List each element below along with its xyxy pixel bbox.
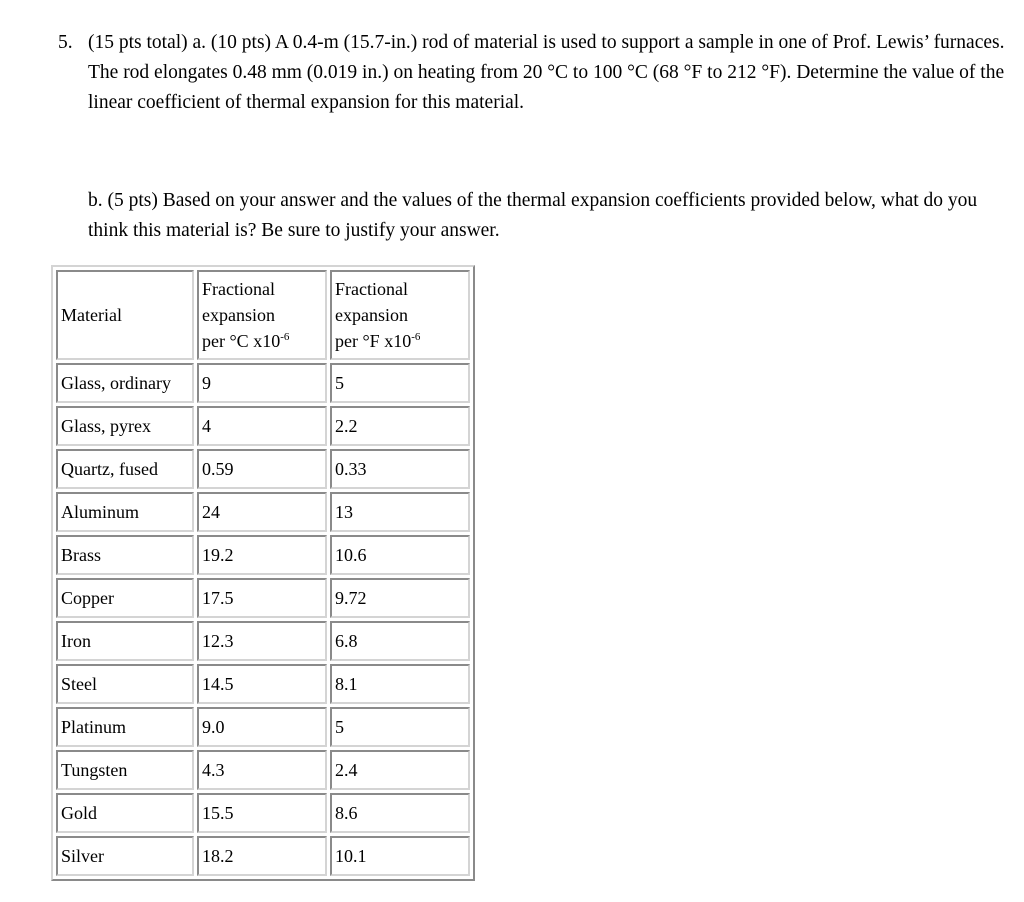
cell-material: Gold [56, 793, 194, 833]
cell-material: Aluminum [56, 492, 194, 532]
cell-material: Steel [56, 664, 194, 704]
header-per-fahrenheit-line3: per °F x10 [335, 331, 412, 351]
header-per-fahrenheit-line1: Fractional [335, 279, 408, 299]
cell-per-fahrenheit: 0.33 [330, 449, 470, 489]
table-row [56, 750, 470, 790]
table-row [56, 793, 470, 833]
header-per-celsius-line2: expansion [202, 305, 275, 325]
cell-per-fahrenheit: 5 [330, 707, 470, 747]
cell-per-celsius: 0.59 [197, 449, 327, 489]
cell-per-fahrenheit: 8.1 [330, 664, 470, 704]
cell-per-celsius: 18.2 [197, 836, 327, 876]
table-row [56, 363, 470, 403]
header-per-celsius [197, 270, 327, 360]
table-row [56, 535, 470, 575]
table-row [56, 664, 470, 704]
header-per-celsius-exponent: -6 [280, 331, 290, 343]
cell-per-celsius: 12.3 [197, 621, 327, 661]
header-material-label: Material [61, 305, 122, 325]
cell-per-fahrenheit: 9.72 [330, 578, 470, 618]
cell-per-celsius: 14.5 [197, 664, 327, 704]
cell-material: Glass, ordinary [56, 363, 194, 403]
table-row [56, 621, 470, 661]
cell-per-celsius: 4.3 [197, 750, 327, 790]
cell-per-celsius: 15.5 [197, 793, 327, 833]
cell-material: Brass [56, 535, 194, 575]
cell-per-celsius: 17.5 [197, 578, 327, 618]
cell-per-fahrenheit: 10.1 [330, 836, 470, 876]
cell-per-fahrenheit: 8.6 [330, 793, 470, 833]
cell-material: Silver [56, 836, 194, 876]
cell-per-celsius: 24 [197, 492, 327, 532]
cell-per-celsius: 9.0 [197, 707, 327, 747]
header-per-fahrenheit [330, 270, 470, 360]
header-per-celsius-line1: Fractional [202, 279, 275, 299]
table-row [56, 449, 470, 489]
cell-per-fahrenheit: 5 [330, 363, 470, 403]
cell-material: Tungsten [56, 750, 194, 790]
cell-material: Quartz, fused [56, 449, 194, 489]
table-row [56, 578, 470, 618]
cell-material: Iron [56, 621, 194, 661]
cell-per-fahrenheit: 2.2 [330, 406, 470, 446]
cell-material: Copper [56, 578, 194, 618]
cell-per-fahrenheit: 10.6 [330, 535, 470, 575]
header-per-fahrenheit-exponent: -6 [411, 331, 421, 343]
cell-material: Glass, pyrex [56, 406, 194, 446]
problem-part-b-text: b. (5 pts) Based on your answer and the values of the thermal expansion coefficients provided below, what do you think this material is? Be sure to justify your answer. [88, 190, 978, 241]
table-row [56, 406, 470, 446]
table-row [56, 836, 470, 876]
thermal-expansion-table [51, 265, 475, 881]
cell-material: Platinum [56, 707, 194, 747]
header-per-fahrenheit-line2: expansion [335, 305, 408, 325]
problem-5-part-a [58, 28, 1008, 118]
header-material [56, 270, 194, 360]
table-row [56, 492, 470, 532]
table-header-row [56, 270, 470, 360]
cell-per-fahrenheit: 13 [330, 492, 470, 532]
cell-per-fahrenheit: 2.4 [330, 750, 470, 790]
problem-number: 5. [58, 32, 73, 53]
cell-per-celsius: 19.2 [197, 535, 327, 575]
cell-per-celsius: 9 [197, 363, 327, 403]
cell-per-celsius: 4 [197, 406, 327, 446]
header-per-celsius-line3: per °C x10 [202, 331, 281, 351]
cell-per-fahrenheit: 6.8 [330, 621, 470, 661]
table-row [56, 707, 470, 747]
problem-part-a-text: (15 pts total) a. (10 pts) A 0.4-m (15.7-in.) rod of material is used to support a sample in one of Prof. Lewis’ furnaces. The rod elongates 0.48 mm (0.019 in.) on heating from 20 °C to 100 °C (68 °F to 212 °F). Determine the value of the linear coefficient of thermal expansion for this material. [88, 32, 1005, 113]
